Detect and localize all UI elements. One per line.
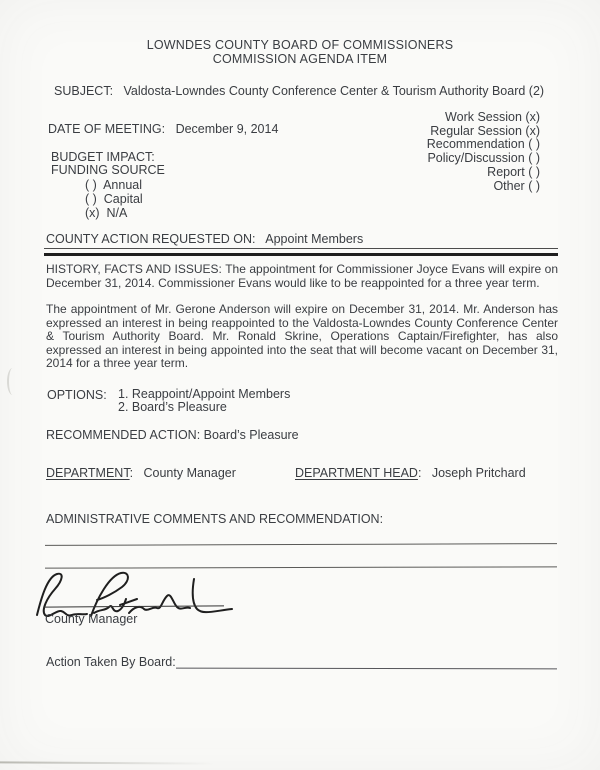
checkbox-mark: ( ) [85,192,97,206]
budget-impact-label: BUDGET IMPACT: [51,150,155,164]
subject-line [54,84,544,98]
funding-option-annual: ( ) Annual [85,178,143,192]
recommended-action-value: Board’s Pleasure [203,428,299,442]
date-of-meeting-label: DATE OF MEETING: [48,122,166,136]
checkbox-mark: (x) [525,123,540,138]
action-taken-blank-line [176,668,557,670]
checkbox-mark: ( ) [528,178,540,193]
admin-comments-label: ADMINISTRATIVE COMMENTS AND RECOMMENDATION: [46,512,384,526]
comments-blank-line-1 [45,543,557,546]
recommended-action-label: RECOMMENDED ACTION: [46,428,201,442]
options-label: OPTIONS: [47,388,107,402]
date-of-meeting-line [48,122,278,136]
history-text-2: The appointment of Mr. Gerone Anderson will expire on December 31, 2014. Mr. Anderson has expressed an interest in being reappointed to the Valdosta-Lowndes County Conference Center & Tourism Authority Board. Mr. Ronald Skrine, Operations Captain/Firefighter, has also expressed an interest in being appointed into the seat that will become vacant on December 31, 2014 for a three year term. [46,302,558,371]
scan-artifact-crescent [7,368,18,395]
funding-option-capital: ( ) Capital [85,192,143,206]
department-value: County Manager [143,466,236,480]
checkbox-mark: ( ) [85,178,97,192]
session-option-work: Work Session (x) [445,110,540,124]
checkbox-mark: ( ) [528,151,540,166]
department-head-value: Joseph Pritchard [431,466,526,480]
action-taken-label: Action Taken By Board: [46,655,176,669]
session-option-regular: Regular Session (x) [430,123,540,138]
session-option-policy: Policy/Discussion ( ) [427,151,540,166]
rule-thin [44,248,558,249]
funding-option-na: (x) N/A [85,206,128,220]
checkbox-mark: ( ) [528,137,540,152]
history-paragraph-1 [46,263,558,290]
county-action-label: COUNTY ACTION REQUESTED ON: [46,232,256,246]
session-option-report: Report ( ) [487,164,540,179]
session-option-recommendation: Recommendation ( ) [426,137,540,152]
options-item-2: 2. Board’s Pleasure [118,400,227,414]
options-item-1: 1. Reappoint/Appoint Members [118,387,291,401]
department-line: DEPARTMENT: County Manager [46,466,236,480]
date-of-meeting-value: December 9, 2014 [175,122,279,136]
department-head-label: DEPARTMENT HEAD [295,466,418,480]
recommended-action-line [46,428,299,442]
department-head-line: DEPARTMENT HEAD: Joseph Pritchard [295,466,526,480]
signature-title: County Manager [45,612,138,626]
session-type-list [280,111,540,193]
history-paragraph-2 [46,303,558,371]
subject-value: Valdosta-Lowndes County Conference Center & Tourism Authority Board (2) [123,84,545,98]
history-label: HISTORY, FACTS AND ISSUES: [46,262,222,276]
county-action-line [46,232,363,246]
history-text-1: The appointment for Commissioner Joyce Evans will expire on December 31, 2014. Commissioner Evans would like to be reappointed for a three year term. [46,262,558,290]
county-action-value: Appoint Members [265,232,364,246]
funding-source-label: FUNDING SOURCE [51,163,165,177]
department-label: DEPARTMENT [46,466,130,480]
scan-artifact-edge-line [0,761,215,764]
session-option-other: Other ( ) [493,178,540,193]
checkbox-mark: ( ) [528,164,540,179]
checkbox-mark: (x) [85,206,100,220]
document-title-line2: COMMISSION AGENDA ITEM [212,52,388,66]
document-title-line1: LOWNDES COUNTY BOARD OF COMMISSIONERS [146,38,454,52]
subject-label: SUBJECT: [54,84,114,98]
rule-thick [44,253,558,256]
checkbox-mark: (x) [525,110,540,124]
